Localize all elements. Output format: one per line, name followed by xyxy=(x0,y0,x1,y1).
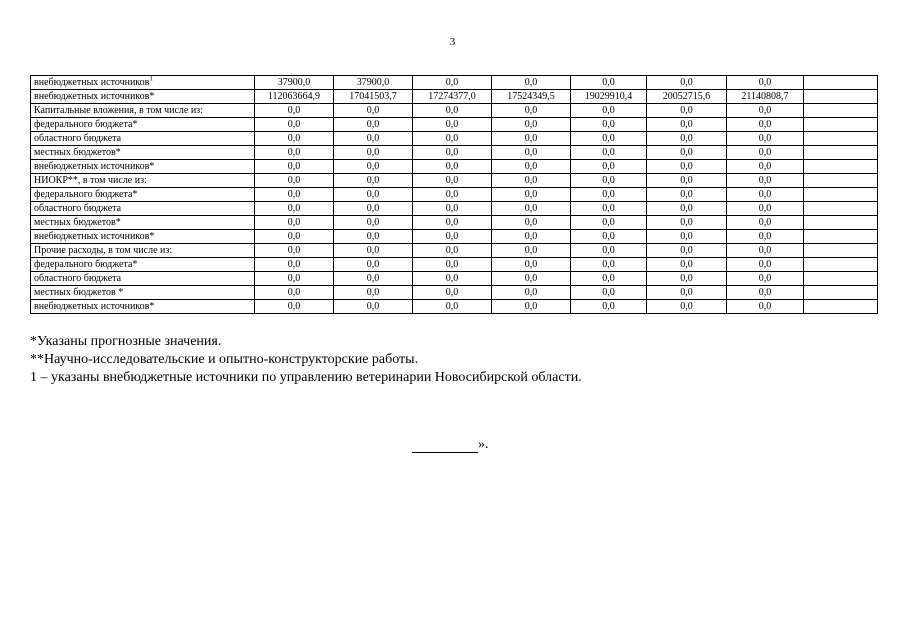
table-cell: 0,0 xyxy=(492,146,571,160)
table-cell: 0,0 xyxy=(647,244,727,258)
table-cell: 0,0 xyxy=(334,216,413,230)
row-label-text: внебюджетных источников* xyxy=(34,161,155,172)
table-cell: 0,0 xyxy=(571,258,647,272)
footnote-extrabudget: 1 – указаны внебюджетные источники по управлению ветеринарии Новосибирской области. xyxy=(30,370,582,385)
table-cell: 0,0 xyxy=(255,230,334,244)
row-label xyxy=(31,146,255,160)
table-cell: 0,0 xyxy=(413,104,492,118)
table-row xyxy=(31,132,878,146)
table-cell: 0,0 xyxy=(727,272,804,286)
table-cell: 0,0 xyxy=(571,244,647,258)
row-label-text: областного бюджета xyxy=(34,133,122,144)
table-cell: 0,0 xyxy=(727,244,804,258)
table-row xyxy=(31,202,878,216)
table-cell: 0,0 xyxy=(571,118,647,132)
table-cell: 0,0 xyxy=(492,118,571,132)
table-row xyxy=(31,244,878,258)
table-row xyxy=(31,258,878,272)
table-cell: 0,0 xyxy=(727,258,804,272)
table-cell: 0,0 xyxy=(255,286,334,300)
table-cell xyxy=(804,132,878,146)
table-cell: 17041503,7 xyxy=(334,90,413,104)
table-cell: 0,0 xyxy=(727,132,804,146)
table-cell: 0,0 xyxy=(647,146,727,160)
closing-quote: ». xyxy=(478,437,489,452)
table-cell: 0,0 xyxy=(413,160,492,174)
table-row xyxy=(31,300,878,314)
table-cell: 0,0 xyxy=(255,118,334,132)
table-cell: 0,0 xyxy=(413,216,492,230)
table-cell: 0,0 xyxy=(647,202,727,216)
row-label xyxy=(31,230,255,244)
table-cell: 0,0 xyxy=(492,174,571,188)
table-cell: 0,0 xyxy=(334,286,413,300)
table-cell: 0,0 xyxy=(647,230,727,244)
table-cell: 0,0 xyxy=(413,258,492,272)
table-cell: 0,0 xyxy=(334,132,413,146)
table-cell: 0,0 xyxy=(255,146,334,160)
table-cell: 0,0 xyxy=(727,146,804,160)
table-cell: 17524349,5 xyxy=(492,90,571,104)
table-cell: 0,0 xyxy=(413,76,492,90)
table-cell: 0,0 xyxy=(492,76,571,90)
table-cell: 0,0 xyxy=(647,174,727,188)
row-label-text: местных бюджетов* xyxy=(34,147,121,158)
row-label-text: Капитальные вложения, в том числе из: xyxy=(34,105,203,116)
table-cell: 0,0 xyxy=(334,244,413,258)
footnote-forecast: *Указаны прогнозные значения. xyxy=(30,334,222,349)
table-cell xyxy=(804,174,878,188)
table-cell xyxy=(804,286,878,300)
row-label-text: Прочие расходы, в том числе из: xyxy=(34,245,173,256)
table-cell: 0,0 xyxy=(571,174,647,188)
table-cell: 0,0 xyxy=(492,230,571,244)
table-cell: 0,0 xyxy=(727,160,804,174)
table-cell: 0,0 xyxy=(334,104,413,118)
table-cell: 0,0 xyxy=(334,118,413,132)
row-label-text: федерального бюджета* xyxy=(34,259,138,270)
table-cell: 0,0 xyxy=(492,216,571,230)
table-row xyxy=(31,90,878,104)
table-row xyxy=(31,160,878,174)
budget-table xyxy=(30,75,878,314)
table-row xyxy=(31,188,878,202)
table-cell: 112063664,9 xyxy=(255,90,334,104)
table-cell: 0,0 xyxy=(413,146,492,160)
table-cell: 19029910,4 xyxy=(571,90,647,104)
table-body xyxy=(31,76,878,314)
table-cell xyxy=(804,188,878,202)
table-cell: 37900,0 xyxy=(255,76,334,90)
table-cell: 0,0 xyxy=(334,188,413,202)
table-row xyxy=(31,146,878,160)
signature-line xyxy=(412,438,478,453)
table-cell xyxy=(804,272,878,286)
table-cell: 0,0 xyxy=(255,202,334,216)
table-cell: 0,0 xyxy=(413,286,492,300)
table-cell: 0,0 xyxy=(571,76,647,90)
table-cell: 0,0 xyxy=(413,272,492,286)
footnote-marker: 1 xyxy=(149,75,153,83)
row-label xyxy=(31,104,255,118)
table-cell: 0,0 xyxy=(647,160,727,174)
table-cell: 0,0 xyxy=(727,286,804,300)
table-cell: 0,0 xyxy=(492,104,571,118)
table-cell: 0,0 xyxy=(334,272,413,286)
table-cell xyxy=(804,160,878,174)
footnote-niokr: **Научно-исследовательские и опытно-конструкторские работы. xyxy=(30,352,419,367)
table-cell: 0,0 xyxy=(647,286,727,300)
table-cell: 0,0 xyxy=(492,258,571,272)
table-row xyxy=(31,216,878,230)
table-cell: 0,0 xyxy=(334,146,413,160)
table-cell xyxy=(804,230,878,244)
table-cell: 0,0 xyxy=(255,160,334,174)
row-label xyxy=(31,118,255,132)
table-cell: 0,0 xyxy=(413,132,492,146)
table-cell: 0,0 xyxy=(647,104,727,118)
table-cell: 0,0 xyxy=(727,118,804,132)
table-cell: 0,0 xyxy=(492,286,571,300)
table-cell: 0,0 xyxy=(492,244,571,258)
row-label-text: федерального бюджета* xyxy=(34,189,138,200)
table-cell: 0,0 xyxy=(571,230,647,244)
table-row xyxy=(31,104,878,118)
table-cell: 0,0 xyxy=(334,258,413,272)
row-label-text: местных бюджетов * xyxy=(34,287,124,298)
row-label xyxy=(31,90,255,104)
table-cell: 0,0 xyxy=(492,202,571,216)
table-cell: 0,0 xyxy=(492,188,571,202)
table-row xyxy=(31,76,878,90)
table-cell: 0,0 xyxy=(647,76,727,90)
table-cell: 0,0 xyxy=(647,118,727,132)
closing-mark xyxy=(412,437,489,453)
row-label-text: внебюджетных источников xyxy=(34,77,150,88)
table-cell: 0,0 xyxy=(571,202,647,216)
table-cell: 0,0 xyxy=(255,258,334,272)
row-label xyxy=(31,272,255,286)
table-row xyxy=(31,230,878,244)
table-cell: 0,0 xyxy=(647,188,727,202)
row-label xyxy=(31,132,255,146)
table-cell: 0,0 xyxy=(727,230,804,244)
table-cell: 0,0 xyxy=(571,160,647,174)
table-cell: 0,0 xyxy=(413,118,492,132)
table-cell: 20052715,6 xyxy=(647,90,727,104)
table-cell: 0,0 xyxy=(255,272,334,286)
table-cell: 0,0 xyxy=(255,174,334,188)
table-cell: 0,0 xyxy=(413,300,492,314)
row-label-text: внебюджетных источников* xyxy=(34,91,155,102)
row-label-text: НИОКР**, в том числе из: xyxy=(34,175,147,186)
row-label xyxy=(31,244,255,258)
table-cell: 0,0 xyxy=(255,104,334,118)
row-label-text: федерального бюджета* xyxy=(34,119,138,130)
table-cell: 0,0 xyxy=(647,216,727,230)
table-cell: 0,0 xyxy=(413,230,492,244)
table-cell: 0,0 xyxy=(255,244,334,258)
row-label xyxy=(31,174,255,188)
row-label xyxy=(31,300,255,314)
row-label xyxy=(31,160,255,174)
table-cell: 0,0 xyxy=(571,272,647,286)
table-cell: 0,0 xyxy=(413,244,492,258)
table-cell xyxy=(804,202,878,216)
table-cell: 0,0 xyxy=(334,160,413,174)
table-cell: 0,0 xyxy=(571,286,647,300)
table-cell: 0,0 xyxy=(255,300,334,314)
row-label-text: внебюджетных источников* xyxy=(34,231,155,242)
table-cell xyxy=(804,76,878,90)
table-cell: 0,0 xyxy=(727,216,804,230)
table-row xyxy=(31,174,878,188)
table-cell: 0,0 xyxy=(492,160,571,174)
row-label-text: областного бюджета xyxy=(34,203,122,214)
table-cell: 0,0 xyxy=(727,174,804,188)
table-cell: 0,0 xyxy=(492,272,571,286)
table-cell: 0,0 xyxy=(334,230,413,244)
table-cell: 0,0 xyxy=(647,132,727,146)
table-cell: 0,0 xyxy=(727,202,804,216)
row-label xyxy=(31,258,255,272)
table-cell: 0,0 xyxy=(727,188,804,202)
row-label xyxy=(31,286,255,300)
table-row xyxy=(31,286,878,300)
page-number: 3 xyxy=(449,36,456,48)
row-label-text: местных бюджетов* xyxy=(34,217,121,228)
table-cell xyxy=(804,244,878,258)
table-cell: 0,0 xyxy=(727,104,804,118)
table-cell: 0,0 xyxy=(334,174,413,188)
table-row xyxy=(31,118,878,132)
table-cell: 0,0 xyxy=(492,132,571,146)
table-cell xyxy=(804,90,878,104)
table-cell: 0,0 xyxy=(647,272,727,286)
table-cell: 0,0 xyxy=(571,146,647,160)
table-cell: 0,0 xyxy=(647,300,727,314)
table-cell: 0,0 xyxy=(413,174,492,188)
table-cell: 17274377,0 xyxy=(413,90,492,104)
table-cell: 0,0 xyxy=(571,188,647,202)
table-cell xyxy=(804,118,878,132)
table-cell: 21140808,7 xyxy=(727,90,804,104)
table-cell: 0,0 xyxy=(413,188,492,202)
table-row xyxy=(31,272,878,286)
table-cell xyxy=(804,216,878,230)
table-cell: 0,0 xyxy=(571,300,647,314)
footnotes xyxy=(30,333,870,387)
table-cell xyxy=(804,258,878,272)
table-cell: 0,0 xyxy=(334,202,413,216)
row-label xyxy=(31,216,255,230)
table-cell: 0,0 xyxy=(255,216,334,230)
table-cell: 0,0 xyxy=(727,300,804,314)
row-label-text: внебюджетных источников* xyxy=(34,301,155,312)
row-label xyxy=(31,76,255,90)
table-cell: 0,0 xyxy=(727,76,804,90)
table-cell: 0,0 xyxy=(413,202,492,216)
table-cell xyxy=(804,104,878,118)
table-cell: 0,0 xyxy=(571,216,647,230)
row-label xyxy=(31,202,255,216)
row-label-text: областного бюджета xyxy=(34,273,122,284)
table-cell: 0,0 xyxy=(255,188,334,202)
table-cell: 0,0 xyxy=(571,132,647,146)
row-label xyxy=(31,188,255,202)
table-cell: 0,0 xyxy=(647,258,727,272)
table-cell: 0,0 xyxy=(255,132,334,146)
table-cell: 0,0 xyxy=(571,104,647,118)
table-cell xyxy=(804,300,878,314)
table-cell: 0,0 xyxy=(334,300,413,314)
table-cell: 37900,0 xyxy=(334,76,413,90)
table-cell: 0,0 xyxy=(492,300,571,314)
table-cell xyxy=(804,146,878,160)
